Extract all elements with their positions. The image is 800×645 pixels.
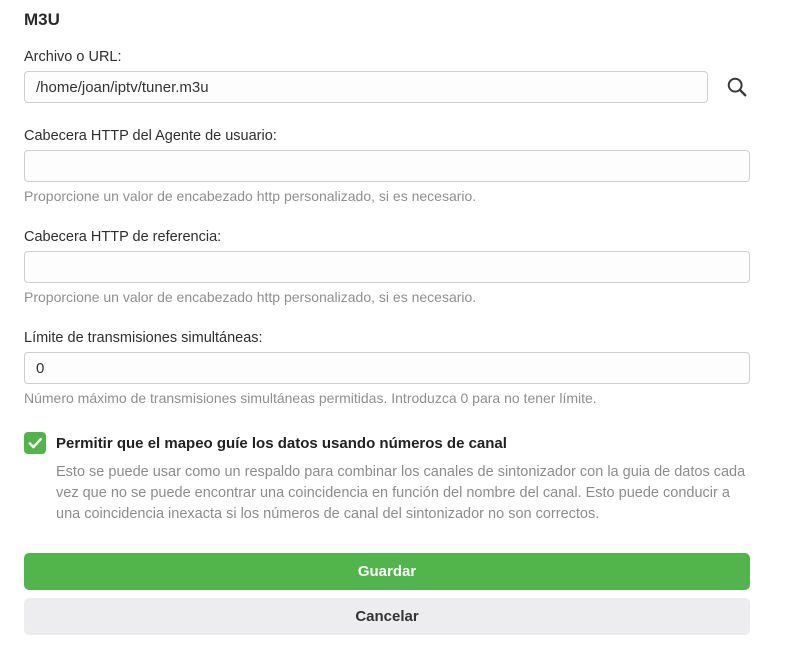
search-icon <box>726 76 748 98</box>
user-agent-header-help: Proporcione un valor de encabezado http personalizado, si es necesario. <box>24 188 477 204</box>
stream-limit-label: Límite de transmisiones simultáneas: <box>24 330 263 346</box>
guide-mapping-description: Esto se puede usar como un respaldo para combinar los canales de sintonizador con la guia de datos cada vez que no se puede encontrar una coincidencia en función del nombre del canal. Esto puede conducir a una coincidencia inexacta si los números de canal del sintonizador no son correctos. <box>56 464 746 522</box>
save-button[interactable]: Guardar <box>24 553 750 590</box>
check-icon <box>26 434 44 452</box>
guide-mapping-checkbox[interactable] <box>24 432 46 454</box>
referrer-header-help: Proporcione un valor de encabezado http personalizado, si es necesario. <box>24 289 477 305</box>
page-title: M3U <box>24 10 60 29</box>
file-url-label: Archivo o URL: <box>24 49 122 65</box>
cancel-button[interactable]: Cancelar <box>24 598 750 635</box>
referrer-header-label: Cabecera HTTP de referencia: <box>24 229 222 245</box>
user-agent-header-input[interactable] <box>24 150 750 182</box>
stream-limit-input[interactable] <box>24 352 750 384</box>
field-referrer-header <box>24 230 750 305</box>
file-url-input[interactable] <box>24 71 708 103</box>
field-stream-limit <box>24 331 750 406</box>
field-file-url <box>24 50 750 103</box>
referrer-header-input[interactable] <box>24 251 750 283</box>
guide-mapping-section <box>24 432 750 525</box>
stream-limit-help: Número máximo de transmisiones simultáneas permitidas. Introduzca 0 para no tener límite. <box>24 390 597 406</box>
guide-mapping-checkbox-row[interactable] <box>24 432 750 454</box>
user-agent-header-label: Cabecera HTTP del Agente de usuario: <box>24 128 277 144</box>
guide-mapping-label[interactable]: Permitir que el mapeo guíe los datos usando números de canal <box>56 434 507 452</box>
browse-file-button[interactable] <box>724 74 750 100</box>
field-user-agent-header <box>24 129 750 204</box>
